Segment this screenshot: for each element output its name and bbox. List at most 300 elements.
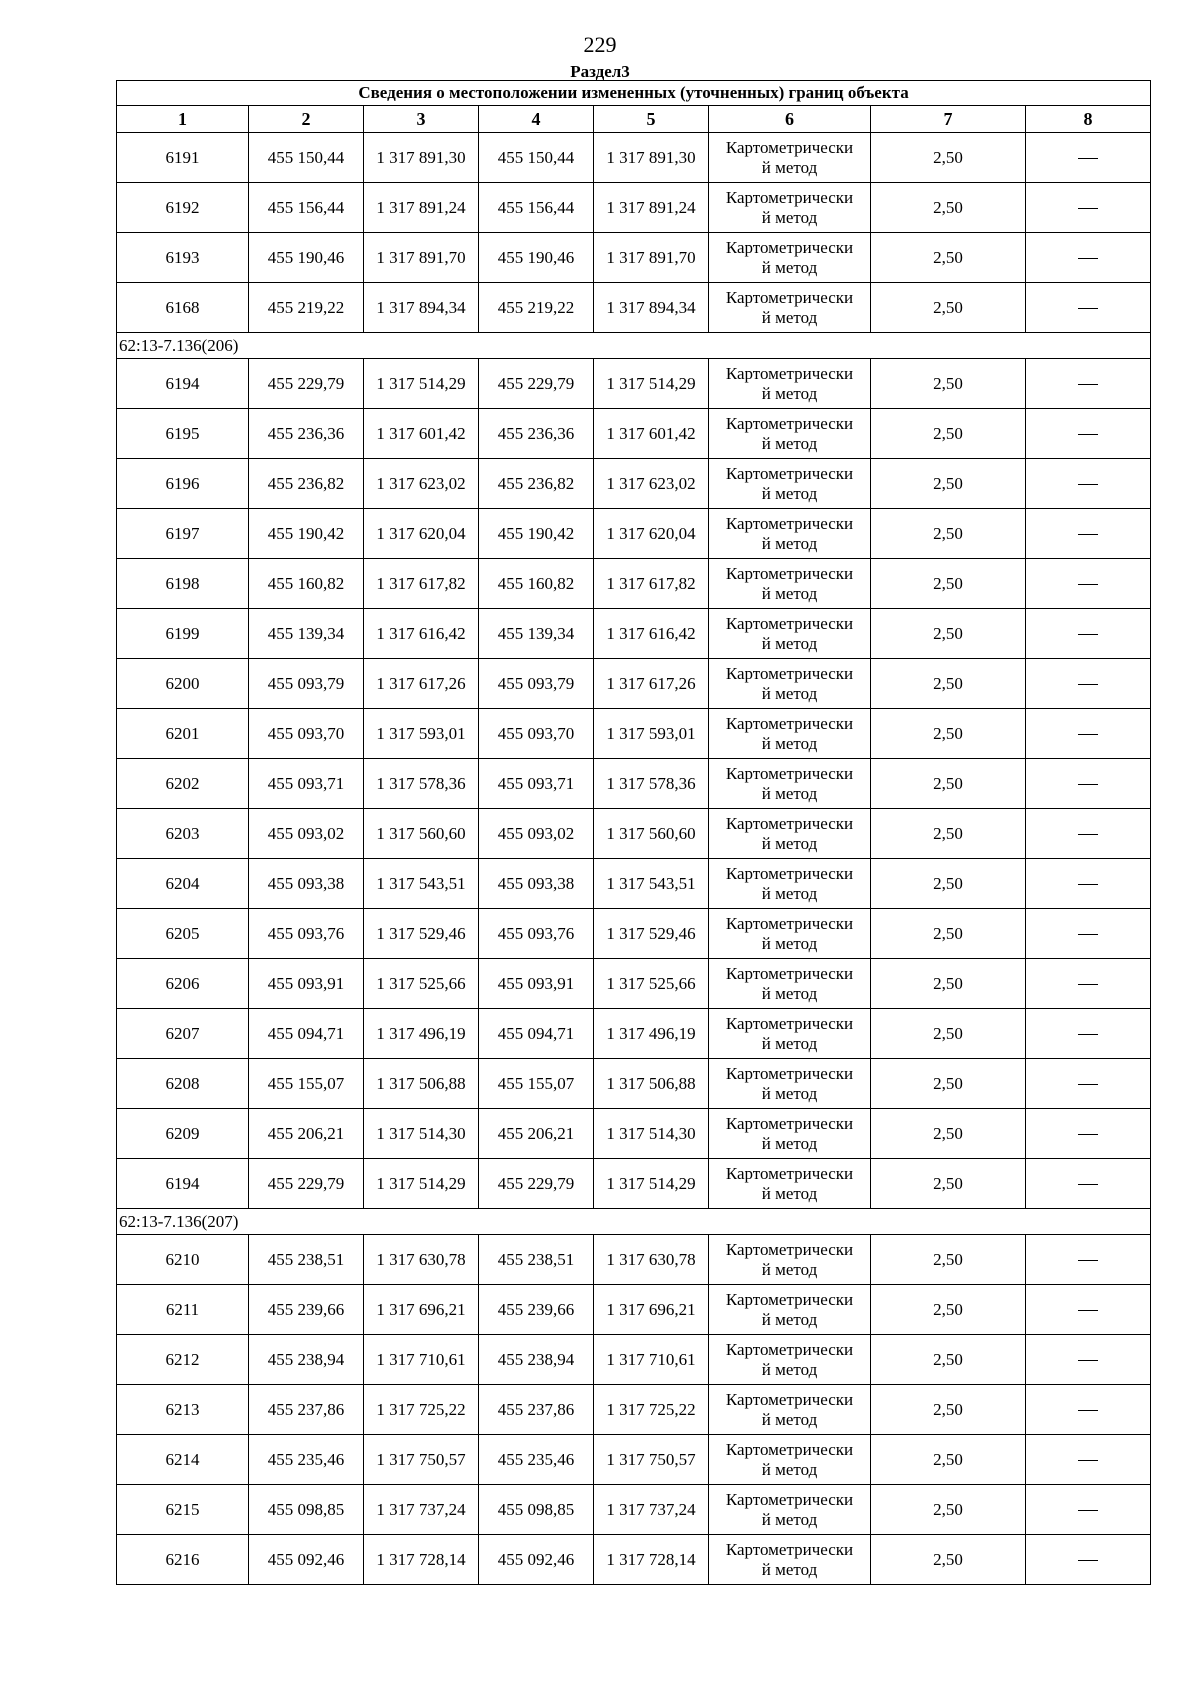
empty-value-cell bbox=[1026, 959, 1151, 1009]
accuracy-cell: 2,50 bbox=[871, 1335, 1026, 1385]
table-row bbox=[117, 1535, 1151, 1585]
method-cell bbox=[709, 1435, 871, 1485]
accuracy-cell: 2,50 bbox=[871, 1485, 1026, 1535]
table-row bbox=[117, 459, 1151, 509]
empty-value-cell bbox=[1026, 1385, 1151, 1435]
method-cell bbox=[709, 659, 871, 709]
dash-mark bbox=[1078, 1360, 1098, 1362]
method-text-line1: Картометрически bbox=[725, 1389, 854, 1409]
x-new-cell: 455 093,91 bbox=[479, 959, 594, 1009]
y-old-cell: 1 317 891,30 bbox=[364, 133, 479, 183]
y-new-cell: 1 317 696,21 bbox=[594, 1285, 709, 1335]
empty-value-cell bbox=[1026, 509, 1151, 559]
x-old-cell: 455 093,71 bbox=[249, 759, 364, 809]
x-old-cell: 455 219,22 bbox=[249, 283, 364, 333]
coordinates-table bbox=[116, 80, 1151, 1585]
y-new-cell: 1 317 514,29 bbox=[594, 359, 709, 409]
method-text-line1: Картометрически bbox=[725, 413, 854, 433]
x-new-cell: 455 150,44 bbox=[479, 133, 594, 183]
dash-mark bbox=[1078, 684, 1098, 686]
method-text-line1: Картометрически bbox=[725, 1339, 854, 1359]
x-new-cell: 455 098,85 bbox=[479, 1485, 594, 1535]
table-title: Сведения о местоположении измененных (уточненных) границ объекта bbox=[117, 81, 1151, 106]
column-header: 6 bbox=[709, 106, 871, 133]
table-row bbox=[117, 183, 1151, 233]
method-text-line1: Картометрически bbox=[725, 613, 854, 633]
method-text-line2: й метод bbox=[761, 207, 818, 227]
accuracy-cell: 2,50 bbox=[871, 1535, 1026, 1585]
empty-value-cell bbox=[1026, 1535, 1151, 1585]
y-new-cell: 1 317 525,66 bbox=[594, 959, 709, 1009]
method-cell bbox=[709, 1285, 871, 1335]
table-row bbox=[117, 1109, 1151, 1159]
x-old-cell: 455 098,85 bbox=[249, 1485, 364, 1535]
dash-mark bbox=[1078, 584, 1098, 586]
method-text-line2: й метод bbox=[761, 883, 818, 903]
y-new-cell: 1 317 630,78 bbox=[594, 1235, 709, 1285]
x-new-cell: 455 206,21 bbox=[479, 1109, 594, 1159]
point-number-cell: 6205 bbox=[117, 909, 249, 959]
method-text-line1: Картометрически bbox=[725, 1289, 854, 1309]
dash-mark bbox=[1078, 1410, 1098, 1412]
y-old-cell: 1 317 616,42 bbox=[364, 609, 479, 659]
x-new-cell: 455 238,51 bbox=[479, 1235, 594, 1285]
y-new-cell: 1 317 560,60 bbox=[594, 809, 709, 859]
method-cell bbox=[709, 559, 871, 609]
method-text-line2: й метод bbox=[761, 833, 818, 853]
method-text-line1: Картометрически bbox=[725, 863, 854, 883]
y-new-cell: 1 317 891,24 bbox=[594, 183, 709, 233]
dash-mark bbox=[1078, 434, 1098, 436]
x-old-cell: 455 229,79 bbox=[249, 1159, 364, 1209]
method-text-line2: й метод bbox=[761, 1133, 818, 1153]
method-text-line1: Картометрически bbox=[725, 1489, 854, 1509]
method-text-line2: й метод bbox=[761, 1259, 818, 1279]
method-cell bbox=[709, 233, 871, 283]
empty-value-cell bbox=[1026, 1109, 1151, 1159]
method-text-line2: й метод bbox=[761, 533, 818, 553]
empty-value-cell bbox=[1026, 909, 1151, 959]
empty-value-cell bbox=[1026, 559, 1151, 609]
accuracy-cell: 2,50 bbox=[871, 1435, 1026, 1485]
method-text-line2: й метод bbox=[761, 1033, 818, 1053]
y-old-cell: 1 317 894,34 bbox=[364, 283, 479, 333]
accuracy-cell: 2,50 bbox=[871, 609, 1026, 659]
y-old-cell: 1 317 617,26 bbox=[364, 659, 479, 709]
y-old-cell: 1 317 728,14 bbox=[364, 1535, 479, 1585]
method-text-line1: Картометрически bbox=[725, 137, 854, 157]
x-new-cell: 455 238,94 bbox=[479, 1335, 594, 1385]
column-header: 8 bbox=[1026, 106, 1151, 133]
dash-mark bbox=[1078, 1034, 1098, 1036]
table-row bbox=[117, 959, 1151, 1009]
empty-value-cell bbox=[1026, 809, 1151, 859]
method-cell bbox=[709, 609, 871, 659]
y-new-cell: 1 317 616,42 bbox=[594, 609, 709, 659]
x-new-cell: 455 239,66 bbox=[479, 1285, 594, 1335]
method-text-line2: й метод bbox=[761, 783, 818, 803]
point-number-cell: 6191 bbox=[117, 133, 249, 183]
x-old-cell: 455 094,71 bbox=[249, 1009, 364, 1059]
x-new-cell: 455 093,76 bbox=[479, 909, 594, 959]
y-old-cell: 1 317 725,22 bbox=[364, 1385, 479, 1435]
dash-mark bbox=[1078, 934, 1098, 936]
x-old-cell: 455 093,79 bbox=[249, 659, 364, 709]
accuracy-cell: 2,50 bbox=[871, 1109, 1026, 1159]
x-old-cell: 455 092,46 bbox=[249, 1535, 364, 1585]
y-old-cell: 1 317 514,29 bbox=[364, 359, 479, 409]
dash-mark bbox=[1078, 784, 1098, 786]
y-new-cell: 1 317 496,19 bbox=[594, 1009, 709, 1059]
y-new-cell: 1 317 710,61 bbox=[594, 1335, 709, 1385]
x-old-cell: 455 093,38 bbox=[249, 859, 364, 909]
accuracy-cell: 2,50 bbox=[871, 283, 1026, 333]
empty-value-cell bbox=[1026, 183, 1151, 233]
x-new-cell: 455 229,79 bbox=[479, 1159, 594, 1209]
x-new-cell: 455 139,34 bbox=[479, 609, 594, 659]
accuracy-cell: 2,50 bbox=[871, 909, 1026, 959]
x-old-cell: 455 238,51 bbox=[249, 1235, 364, 1285]
method-text-line1: Картометрически bbox=[725, 1113, 854, 1133]
y-old-cell: 1 317 514,30 bbox=[364, 1109, 479, 1159]
accuracy-cell: 2,50 bbox=[871, 959, 1026, 1009]
method-cell bbox=[709, 859, 871, 909]
dash-mark bbox=[1078, 258, 1098, 260]
method-cell bbox=[709, 959, 871, 1009]
method-cell bbox=[709, 909, 871, 959]
x-old-cell: 455 229,79 bbox=[249, 359, 364, 409]
x-old-cell: 455 160,82 bbox=[249, 559, 364, 609]
y-new-cell: 1 317 593,01 bbox=[594, 709, 709, 759]
method-text-line1: Картометрически bbox=[725, 513, 854, 533]
x-old-cell: 455 155,07 bbox=[249, 1059, 364, 1109]
accuracy-cell: 2,50 bbox=[871, 1285, 1026, 1335]
parcel-group-row bbox=[117, 333, 1151, 359]
table-row bbox=[117, 709, 1151, 759]
method-cell bbox=[709, 1109, 871, 1159]
y-new-cell: 1 317 529,46 bbox=[594, 909, 709, 959]
method-text-line2: й метод bbox=[761, 583, 818, 603]
method-cell bbox=[709, 509, 871, 559]
empty-value-cell bbox=[1026, 609, 1151, 659]
y-old-cell: 1 317 543,51 bbox=[364, 859, 479, 909]
y-new-cell: 1 317 601,42 bbox=[594, 409, 709, 459]
point-number-cell: 6216 bbox=[117, 1535, 249, 1585]
method-cell bbox=[709, 359, 871, 409]
dash-mark bbox=[1078, 634, 1098, 636]
table-row bbox=[117, 1435, 1151, 1485]
column-header-row bbox=[117, 106, 1151, 133]
parcel-number-label: 62:13-7.136(206) bbox=[117, 333, 1151, 359]
dash-mark bbox=[1078, 484, 1098, 486]
x-old-cell: 455 190,46 bbox=[249, 233, 364, 283]
method-cell bbox=[709, 409, 871, 459]
table-row bbox=[117, 133, 1151, 183]
method-text-line2: й метод bbox=[761, 933, 818, 953]
point-number-cell: 6202 bbox=[117, 759, 249, 809]
x-new-cell: 455 093,70 bbox=[479, 709, 594, 759]
accuracy-cell: 2,50 bbox=[871, 183, 1026, 233]
column-header: 5 bbox=[594, 106, 709, 133]
accuracy-cell: 2,50 bbox=[871, 1159, 1026, 1209]
dash-mark bbox=[1078, 734, 1098, 736]
method-cell bbox=[709, 1235, 871, 1285]
table-row bbox=[117, 509, 1151, 559]
method-text-line2: й метод bbox=[761, 257, 818, 277]
y-new-cell: 1 317 514,30 bbox=[594, 1109, 709, 1159]
table-row bbox=[117, 409, 1151, 459]
y-old-cell: 1 317 617,82 bbox=[364, 559, 479, 609]
y-new-cell: 1 317 617,26 bbox=[594, 659, 709, 709]
method-cell bbox=[709, 709, 871, 759]
y-old-cell: 1 317 560,60 bbox=[364, 809, 479, 859]
x-new-cell: 455 093,38 bbox=[479, 859, 594, 909]
y-old-cell: 1 317 601,42 bbox=[364, 409, 479, 459]
point-number-cell: 6199 bbox=[117, 609, 249, 659]
x-old-cell: 455 237,86 bbox=[249, 1385, 364, 1435]
table-body bbox=[117, 133, 1151, 1585]
y-old-cell: 1 317 630,78 bbox=[364, 1235, 479, 1285]
table-row bbox=[117, 283, 1151, 333]
method-text-line1: Картометрически bbox=[725, 187, 854, 207]
accuracy-cell: 2,50 bbox=[871, 133, 1026, 183]
x-old-cell: 455 190,42 bbox=[249, 509, 364, 559]
method-text-line2: й метод bbox=[761, 983, 818, 1003]
empty-value-cell bbox=[1026, 659, 1151, 709]
point-number-cell: 6197 bbox=[117, 509, 249, 559]
empty-value-cell bbox=[1026, 359, 1151, 409]
dash-mark bbox=[1078, 158, 1098, 160]
method-text-line1: Картометрически bbox=[725, 1013, 854, 1033]
method-text-line2: й метод bbox=[761, 1509, 818, 1529]
y-new-cell: 1 317 578,36 bbox=[594, 759, 709, 809]
point-number-cell: 6168 bbox=[117, 283, 249, 333]
empty-value-cell bbox=[1026, 1059, 1151, 1109]
method-text-line2: й метод bbox=[761, 1459, 818, 1479]
table-row bbox=[117, 1485, 1151, 1535]
x-old-cell: 455 139,34 bbox=[249, 609, 364, 659]
method-cell bbox=[709, 809, 871, 859]
x-old-cell: 455 235,46 bbox=[249, 1435, 364, 1485]
dash-mark bbox=[1078, 1510, 1098, 1512]
point-number-cell: 6211 bbox=[117, 1285, 249, 1335]
dash-mark bbox=[1078, 384, 1098, 386]
method-text-line2: й метод bbox=[761, 433, 818, 453]
method-text-line1: Картометрически bbox=[725, 1163, 854, 1183]
dash-mark bbox=[1078, 984, 1098, 986]
method-text-line2: й метод bbox=[761, 157, 818, 177]
empty-value-cell bbox=[1026, 1235, 1151, 1285]
x-new-cell: 455 237,86 bbox=[479, 1385, 594, 1435]
empty-value-cell bbox=[1026, 133, 1151, 183]
method-text-line1: Картометрически bbox=[725, 1439, 854, 1459]
dash-mark bbox=[1078, 884, 1098, 886]
x-old-cell: 455 093,02 bbox=[249, 809, 364, 859]
dash-mark bbox=[1078, 834, 1098, 836]
point-number-cell: 6193 bbox=[117, 233, 249, 283]
point-number-cell: 6200 bbox=[117, 659, 249, 709]
x-old-cell: 455 239,66 bbox=[249, 1285, 364, 1335]
empty-value-cell bbox=[1026, 1009, 1151, 1059]
method-text-line2: й метод bbox=[761, 633, 818, 653]
accuracy-cell: 2,50 bbox=[871, 1385, 1026, 1435]
accuracy-cell: 2,50 bbox=[871, 233, 1026, 283]
x-old-cell: 455 206,21 bbox=[249, 1109, 364, 1159]
y-new-cell: 1 317 543,51 bbox=[594, 859, 709, 909]
method-cell bbox=[709, 183, 871, 233]
x-new-cell: 455 236,36 bbox=[479, 409, 594, 459]
accuracy-cell: 2,50 bbox=[871, 1059, 1026, 1109]
method-text-line1: Картометрически bbox=[725, 1239, 854, 1259]
empty-value-cell bbox=[1026, 709, 1151, 759]
method-text-line2: й метод bbox=[761, 1183, 818, 1203]
method-text-line1: Картометрически bbox=[725, 1063, 854, 1083]
method-text-line1: Картометрически bbox=[725, 363, 854, 383]
point-number-cell: 6213 bbox=[117, 1385, 249, 1435]
method-cell bbox=[709, 283, 871, 333]
y-new-cell: 1 317 891,30 bbox=[594, 133, 709, 183]
method-text-line2: й метод bbox=[761, 733, 818, 753]
empty-value-cell bbox=[1026, 283, 1151, 333]
x-new-cell: 455 155,07 bbox=[479, 1059, 594, 1109]
x-old-cell: 455 236,36 bbox=[249, 409, 364, 459]
point-number-cell: 6206 bbox=[117, 959, 249, 1009]
method-text-line1: Картометрически bbox=[725, 287, 854, 307]
method-text-line2: й метод bbox=[761, 1359, 818, 1379]
table-row bbox=[117, 1159, 1151, 1209]
y-old-cell: 1 317 578,36 bbox=[364, 759, 479, 809]
table-row bbox=[117, 233, 1151, 283]
y-old-cell: 1 317 529,46 bbox=[364, 909, 479, 959]
method-text-line2: й метод bbox=[761, 307, 818, 327]
table-row bbox=[117, 1009, 1151, 1059]
y-new-cell: 1 317 894,34 bbox=[594, 283, 709, 333]
method-cell bbox=[709, 1535, 871, 1585]
method-text-line1: Картометрически bbox=[725, 963, 854, 983]
point-number-cell: 6196 bbox=[117, 459, 249, 509]
page-number: 229 bbox=[583, 32, 617, 57]
y-old-cell: 1 317 710,61 bbox=[364, 1335, 479, 1385]
x-new-cell: 455 190,46 bbox=[479, 233, 594, 283]
y-old-cell: 1 317 891,70 bbox=[364, 233, 479, 283]
method-text-line1: Картометрически bbox=[725, 763, 854, 783]
point-number-cell: 6214 bbox=[117, 1435, 249, 1485]
table-row bbox=[117, 1335, 1151, 1385]
table-row bbox=[117, 909, 1151, 959]
method-cell bbox=[709, 1059, 871, 1109]
x-old-cell: 455 150,44 bbox=[249, 133, 364, 183]
accuracy-cell: 2,50 bbox=[871, 559, 1026, 609]
method-cell bbox=[709, 1485, 871, 1535]
dash-mark bbox=[1078, 208, 1098, 210]
y-new-cell: 1 317 514,29 bbox=[594, 1159, 709, 1209]
point-number-cell: 6194 bbox=[117, 1159, 249, 1209]
x-new-cell: 455 092,46 bbox=[479, 1535, 594, 1585]
x-old-cell: 455 238,94 bbox=[249, 1335, 364, 1385]
method-text-line2: й метод bbox=[761, 1309, 818, 1329]
y-new-cell: 1 317 728,14 bbox=[594, 1535, 709, 1585]
empty-value-cell bbox=[1026, 759, 1151, 809]
point-number-cell: 6209 bbox=[117, 1109, 249, 1159]
table-caption-row bbox=[117, 81, 1151, 106]
table-row bbox=[117, 1285, 1151, 1335]
table-row bbox=[117, 1059, 1151, 1109]
y-old-cell: 1 317 737,24 bbox=[364, 1485, 479, 1535]
method-text-line1: Картометрически bbox=[725, 463, 854, 483]
point-number-cell: 6195 bbox=[117, 409, 249, 459]
empty-value-cell bbox=[1026, 859, 1151, 909]
x-new-cell: 455 093,71 bbox=[479, 759, 594, 809]
point-number-cell: 6192 bbox=[117, 183, 249, 233]
table-row bbox=[117, 359, 1151, 409]
y-old-cell: 1 317 525,66 bbox=[364, 959, 479, 1009]
method-cell bbox=[709, 759, 871, 809]
y-new-cell: 1 317 623,02 bbox=[594, 459, 709, 509]
method-text-line2: й метод bbox=[761, 1409, 818, 1429]
point-number-cell: 6204 bbox=[117, 859, 249, 909]
y-old-cell: 1 317 620,04 bbox=[364, 509, 479, 559]
section-title: Раздел3 bbox=[570, 62, 630, 81]
y-new-cell: 1 317 620,04 bbox=[594, 509, 709, 559]
method-text-line2: й метод bbox=[761, 1083, 818, 1103]
x-new-cell: 455 156,44 bbox=[479, 183, 594, 233]
dash-mark bbox=[1078, 1084, 1098, 1086]
accuracy-cell: 2,50 bbox=[871, 459, 1026, 509]
column-header: 2 bbox=[249, 106, 364, 133]
accuracy-cell: 2,50 bbox=[871, 859, 1026, 909]
method-text-line2: й метод bbox=[761, 383, 818, 403]
point-number-cell: 6198 bbox=[117, 559, 249, 609]
empty-value-cell bbox=[1026, 459, 1151, 509]
column-header: 3 bbox=[364, 106, 479, 133]
method-text-line1: Картометрически bbox=[725, 237, 854, 257]
x-new-cell: 455 219,22 bbox=[479, 283, 594, 333]
y-old-cell: 1 317 496,19 bbox=[364, 1009, 479, 1059]
x-old-cell: 455 236,82 bbox=[249, 459, 364, 509]
method-text-line2: й метод bbox=[761, 1559, 818, 1579]
parcel-group-row bbox=[117, 1209, 1151, 1235]
y-old-cell: 1 317 623,02 bbox=[364, 459, 479, 509]
dash-mark bbox=[1078, 1260, 1098, 1262]
empty-value-cell bbox=[1026, 233, 1151, 283]
accuracy-cell: 2,50 bbox=[871, 809, 1026, 859]
x-new-cell: 455 229,79 bbox=[479, 359, 594, 409]
empty-value-cell bbox=[1026, 1335, 1151, 1385]
x-new-cell: 455 236,82 bbox=[479, 459, 594, 509]
point-number-cell: 6203 bbox=[117, 809, 249, 859]
dash-mark bbox=[1078, 1310, 1098, 1312]
x-old-cell: 455 156,44 bbox=[249, 183, 364, 233]
y-old-cell: 1 317 593,01 bbox=[364, 709, 479, 759]
method-cell bbox=[709, 133, 871, 183]
accuracy-cell: 2,50 bbox=[871, 509, 1026, 559]
empty-value-cell bbox=[1026, 1485, 1151, 1535]
accuracy-cell: 2,50 bbox=[871, 1235, 1026, 1285]
column-header: 7 bbox=[871, 106, 1026, 133]
method-text-line2: й метод bbox=[761, 683, 818, 703]
dash-mark bbox=[1078, 1184, 1098, 1186]
method-cell bbox=[709, 1385, 871, 1435]
empty-value-cell bbox=[1026, 1285, 1151, 1335]
method-text-line1: Картометрически bbox=[725, 1539, 854, 1559]
method-cell bbox=[709, 1009, 871, 1059]
y-new-cell: 1 317 750,57 bbox=[594, 1435, 709, 1485]
method-text-line1: Картометрически bbox=[725, 563, 854, 583]
point-number-cell: 6194 bbox=[117, 359, 249, 409]
empty-value-cell bbox=[1026, 1159, 1151, 1209]
table-row bbox=[117, 559, 1151, 609]
dash-mark bbox=[1078, 1560, 1098, 1562]
